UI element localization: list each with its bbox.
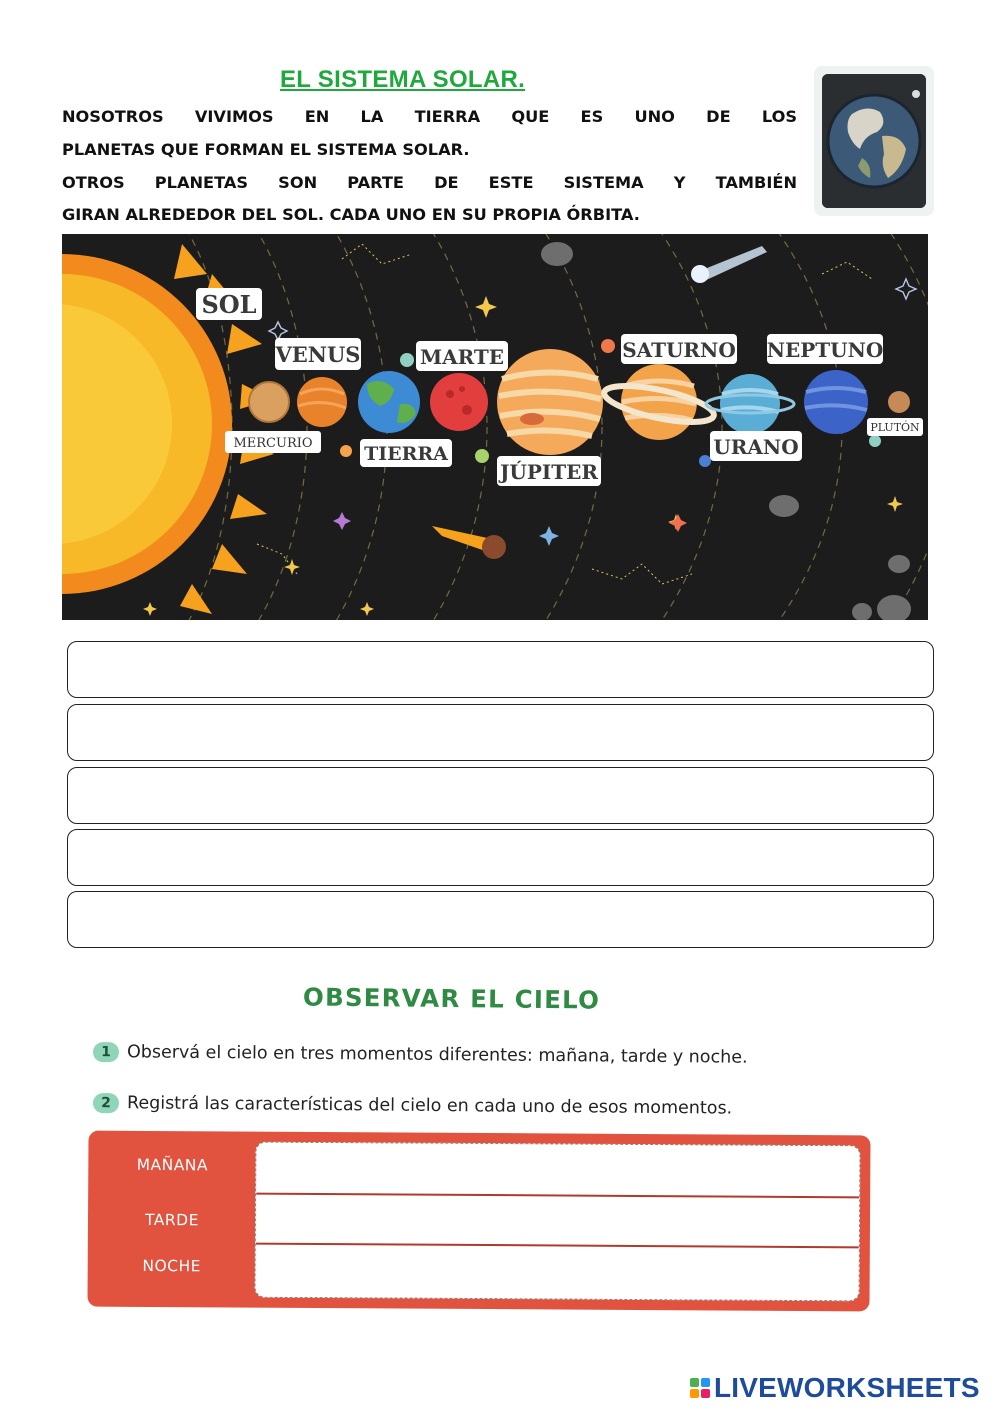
liveworksheets-logo: [690, 1372, 980, 1404]
answer-box-1[interactable]: [67, 641, 934, 698]
noche-field[interactable]: [256, 1245, 859, 1297]
sol-label: [196, 288, 262, 320]
sky-writing-area: [255, 1142, 861, 1302]
solar-system-illustration: [62, 234, 928, 620]
svg-text:SATURNO: SATURNO: [622, 338, 736, 362]
step-1-number: 1: [93, 1042, 119, 1062]
intro-line-3: OTROS PLANETAS SON PARTE DE ESTE SISTEMA Y TAMBIÉN: [62, 173, 797, 192]
marte-label: [416, 341, 508, 371]
svg-text:TIERRA: TIERRA: [364, 443, 448, 465]
answer-box-3[interactable]: [67, 767, 934, 824]
intro-line-2: PLANETAS QUE FORMAN EL SISTEMA SOLAR.: [62, 140, 470, 159]
svg-text:URANO: URANO: [713, 435, 799, 459]
logo-icon: [690, 1378, 710, 1398]
neptuno-label: [767, 334, 884, 364]
svg-text:PLUTÓN: PLUTÓN: [870, 421, 920, 434]
urano-label: [710, 431, 802, 461]
intro-line-4: GIRAN ALREDEDOR DEL SOL. CADA UNO EN SU PROPIA ÓRBITA.: [62, 205, 640, 224]
svg-text:VENUS: VENUS: [275, 342, 361, 367]
page-title: EL SISTEMA SOLAR.: [280, 66, 526, 93]
answer-box-5[interactable]: [67, 891, 934, 948]
tarde-field[interactable]: [256, 1195, 859, 1247]
step-2-number: 2: [93, 1093, 119, 1113]
pluton-label: [867, 418, 923, 436]
row-label-tarde: TARDE: [145, 1210, 199, 1230]
jupiter-label: [497, 456, 601, 486]
answer-box-2[interactable]: [67, 704, 934, 761]
step-2: [93, 1093, 732, 1119]
row-label-noche: NOCHE: [142, 1256, 202, 1276]
mercurio-label: [225, 431, 321, 453]
svg-text:MARTE: MARTE: [419, 345, 505, 369]
row-label-manana: MAÑANA: [136, 1155, 209, 1175]
svg-text:SOL: SOL: [201, 290, 257, 319]
tierra-label: [360, 439, 452, 467]
step-1: [93, 1042, 748, 1068]
intro-line-1: NOSOTROS VIVIMOS EN LA TIERRA QUE ES UNO DE LOS: [62, 107, 797, 126]
venus-label: [275, 338, 361, 370]
svg-text:MERCURIO: MERCURIO: [233, 436, 313, 451]
svg-text:NEPTUNO: NEPTUNO: [766, 338, 884, 362]
saturno-label: [621, 334, 737, 364]
answer-box-4[interactable]: [67, 829, 934, 886]
step-1-text: Observá el cielo en tres momentos diferentes: mañana, tarde y noche.: [126, 1042, 748, 1068]
manana-field[interactable]: [256, 1143, 859, 1195]
step-2-text: Registrá las características del cielo en cada uno de esos momentos.: [126, 1093, 733, 1119]
sky-observation-table: [87, 1131, 870, 1312]
svg-text:JÚPITER: JÚPITER: [499, 460, 599, 484]
earth-photo: [814, 66, 934, 216]
observe-title: OBSERVAR EL CIELO: [302, 982, 601, 1015]
logo-text: LIVEWORKSHEETS: [714, 1372, 980, 1403]
